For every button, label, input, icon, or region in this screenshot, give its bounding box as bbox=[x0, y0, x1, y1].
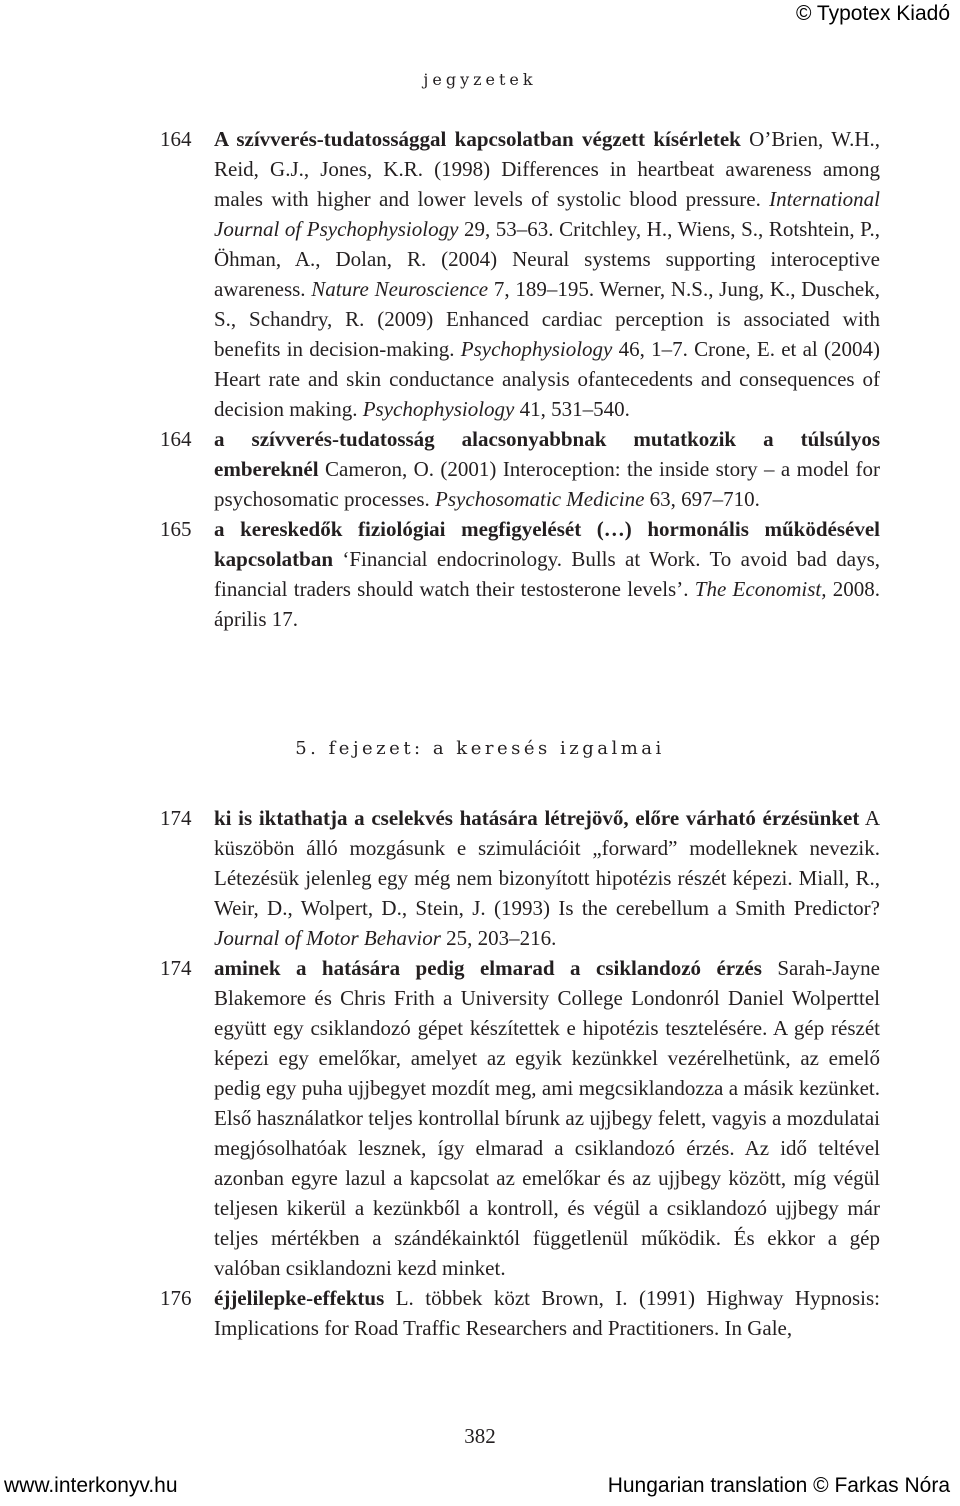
note-text: 2008. április 17. bbox=[214, 577, 881, 631]
note-source-title: Psychophysiology bbox=[362, 397, 515, 421]
note-text: ‘Financial endocrinology. Bulls at Work. To avoid bad days, financial traders should watch their testosterone levels’. bbox=[214, 547, 880, 601]
note-page-ref: 174 bbox=[160, 956, 192, 980]
notes-list-bottom bbox=[0, 803, 960, 1343]
note-heading: ki is iktathatja a cselekvés hatására létrejövő, előre várható érzésünket bbox=[214, 806, 860, 830]
note-source-title: Journal of Motor Behavior bbox=[214, 926, 441, 950]
chapter-title: 5. fejezet: a keresés izgalmai bbox=[295, 738, 665, 759]
note-page-ref: 165 bbox=[160, 517, 192, 541]
note-page-ref: 176 bbox=[160, 1286, 192, 1310]
note-text: 41, 531–540. bbox=[514, 397, 630, 421]
page-number: 382 bbox=[464, 1424, 496, 1448]
note-entry bbox=[0, 424, 880, 514]
note-heading: aminek a hatására pedig elmarad a csiklandozó érzés bbox=[214, 956, 762, 980]
note-entry bbox=[0, 514, 880, 634]
note-entry bbox=[0, 953, 880, 1283]
note-text: 46, 1–7. Crone, E. et al (2004) Heart rate and skin conductance analysis ofantecedents and consequences of decision making. bbox=[214, 337, 880, 421]
note-entry bbox=[0, 803, 880, 953]
note-source-title: International Journal of Psychophysiology bbox=[214, 187, 880, 241]
note-source-title: Psychosomatic Medicine bbox=[435, 487, 645, 511]
note-text: A küszöbön álló mozgásunk e szimulációit „forward” modelleknek nevezik. Létezésük jelenleg egy még nem bizonyított hipotézis részét képezi. Miall, R., Weir, D., Wolpert, D., Stein, J. (1993) Is the cerebellum a Smith Predictor? bbox=[214, 806, 880, 920]
note-page-ref: 164 bbox=[160, 427, 192, 451]
note-text: L. többek közt Brown, I. (1991) Highway Hypnosis: Implications for Road Traffic Researchers and Practitioners. In Gale, bbox=[214, 1286, 880, 1340]
note-heading: a kereskedők fiziológiai megfigyelését (…) hormonális működésével kapcsolatban bbox=[214, 517, 880, 571]
website-watermark: www.interkonyv.hu bbox=[4, 1474, 178, 1497]
note-text: 63, 697–710. bbox=[644, 487, 760, 511]
note-heading: éjjelilepke-effektus bbox=[214, 1286, 385, 1310]
translation-credit: Hungarian translation © Farkas Nóra bbox=[607, 1474, 950, 1497]
note-page-ref: 174 bbox=[160, 806, 192, 830]
running-head: jegyzetek bbox=[423, 70, 537, 89]
note-entry bbox=[0, 124, 880, 424]
note-entry bbox=[0, 1283, 880, 1343]
note-text: 7, 189–195. Werner, N.S., Jung, K., Duschek, S., Schandry, R. (2009) Enhanced cardiac perception is associated with benefits in decision-making. bbox=[214, 277, 880, 361]
note-source-title: Psychophysiology bbox=[460, 337, 613, 361]
publisher-watermark: © Typotex Kiadó bbox=[795, 2, 950, 25]
note-heading: a szívverés-tudatosság alacsonyabbnak mutatkozik a túlsúlyos embereknél bbox=[214, 427, 880, 481]
note-text: 25, 203–216. bbox=[440, 926, 557, 950]
notes-list-top bbox=[0, 124, 960, 634]
note-text: Cameron, O. (2001) Interoception: the inside story – a model for psychosomatic processes. bbox=[214, 457, 880, 511]
note-text: Sarah-Jayne Blakemore és Chris Frith a University College Londonról Daniel Wolperttel együtt egy csiklandozó gépet készítettek e hipotézis tesztelésére. A gép részét képezi egy emelőkar, amelyet az egyik kezünkkel vezérelhetünk, az emelő pedig egy puha ujjbegyet mozdít meg, ami megcsiklandozza a másik kezünket. Első használatkor teljes kontrollal bírunk az ujjbegy felett, vagyis a mozdulatai megjósolhatóak lesznek, így elmarad a csiklandozó érzés. Az idő teltével azonban egyre lazul a kapcsolat az emelőkar és az ujjbegy között, míg végül teljesen kikerül a kezünkből a kontroll, és végül a csiklandozó ujjbegy már teljes mértékben a szándékainktól függetlenül működik. És ekkor a gép valóban csiklandozni kezd minket. bbox=[214, 956, 881, 1280]
note-source-title: Nature Neuroscience bbox=[311, 277, 489, 301]
note-heading: A szívverés-tudatossággal kapcsolatban végzett kísérletek bbox=[214, 127, 741, 151]
note-page-ref: 164 bbox=[160, 127, 192, 151]
note-text: 29, 53–63. Critchley, H., Wiens, S., Rotshtein, P., Öhman, A., Dolan, R. (2004) Neural systems supporting interoceptive awareness. bbox=[214, 217, 880, 301]
note-text: O’Brien, W.H., Reid, G.J., Jones, K.R. (1998) Differences in heartbeat awareness among males with higher and lower levels of systolic blood pressure. bbox=[214, 127, 881, 211]
note-source-title: The Economist, bbox=[694, 577, 827, 601]
